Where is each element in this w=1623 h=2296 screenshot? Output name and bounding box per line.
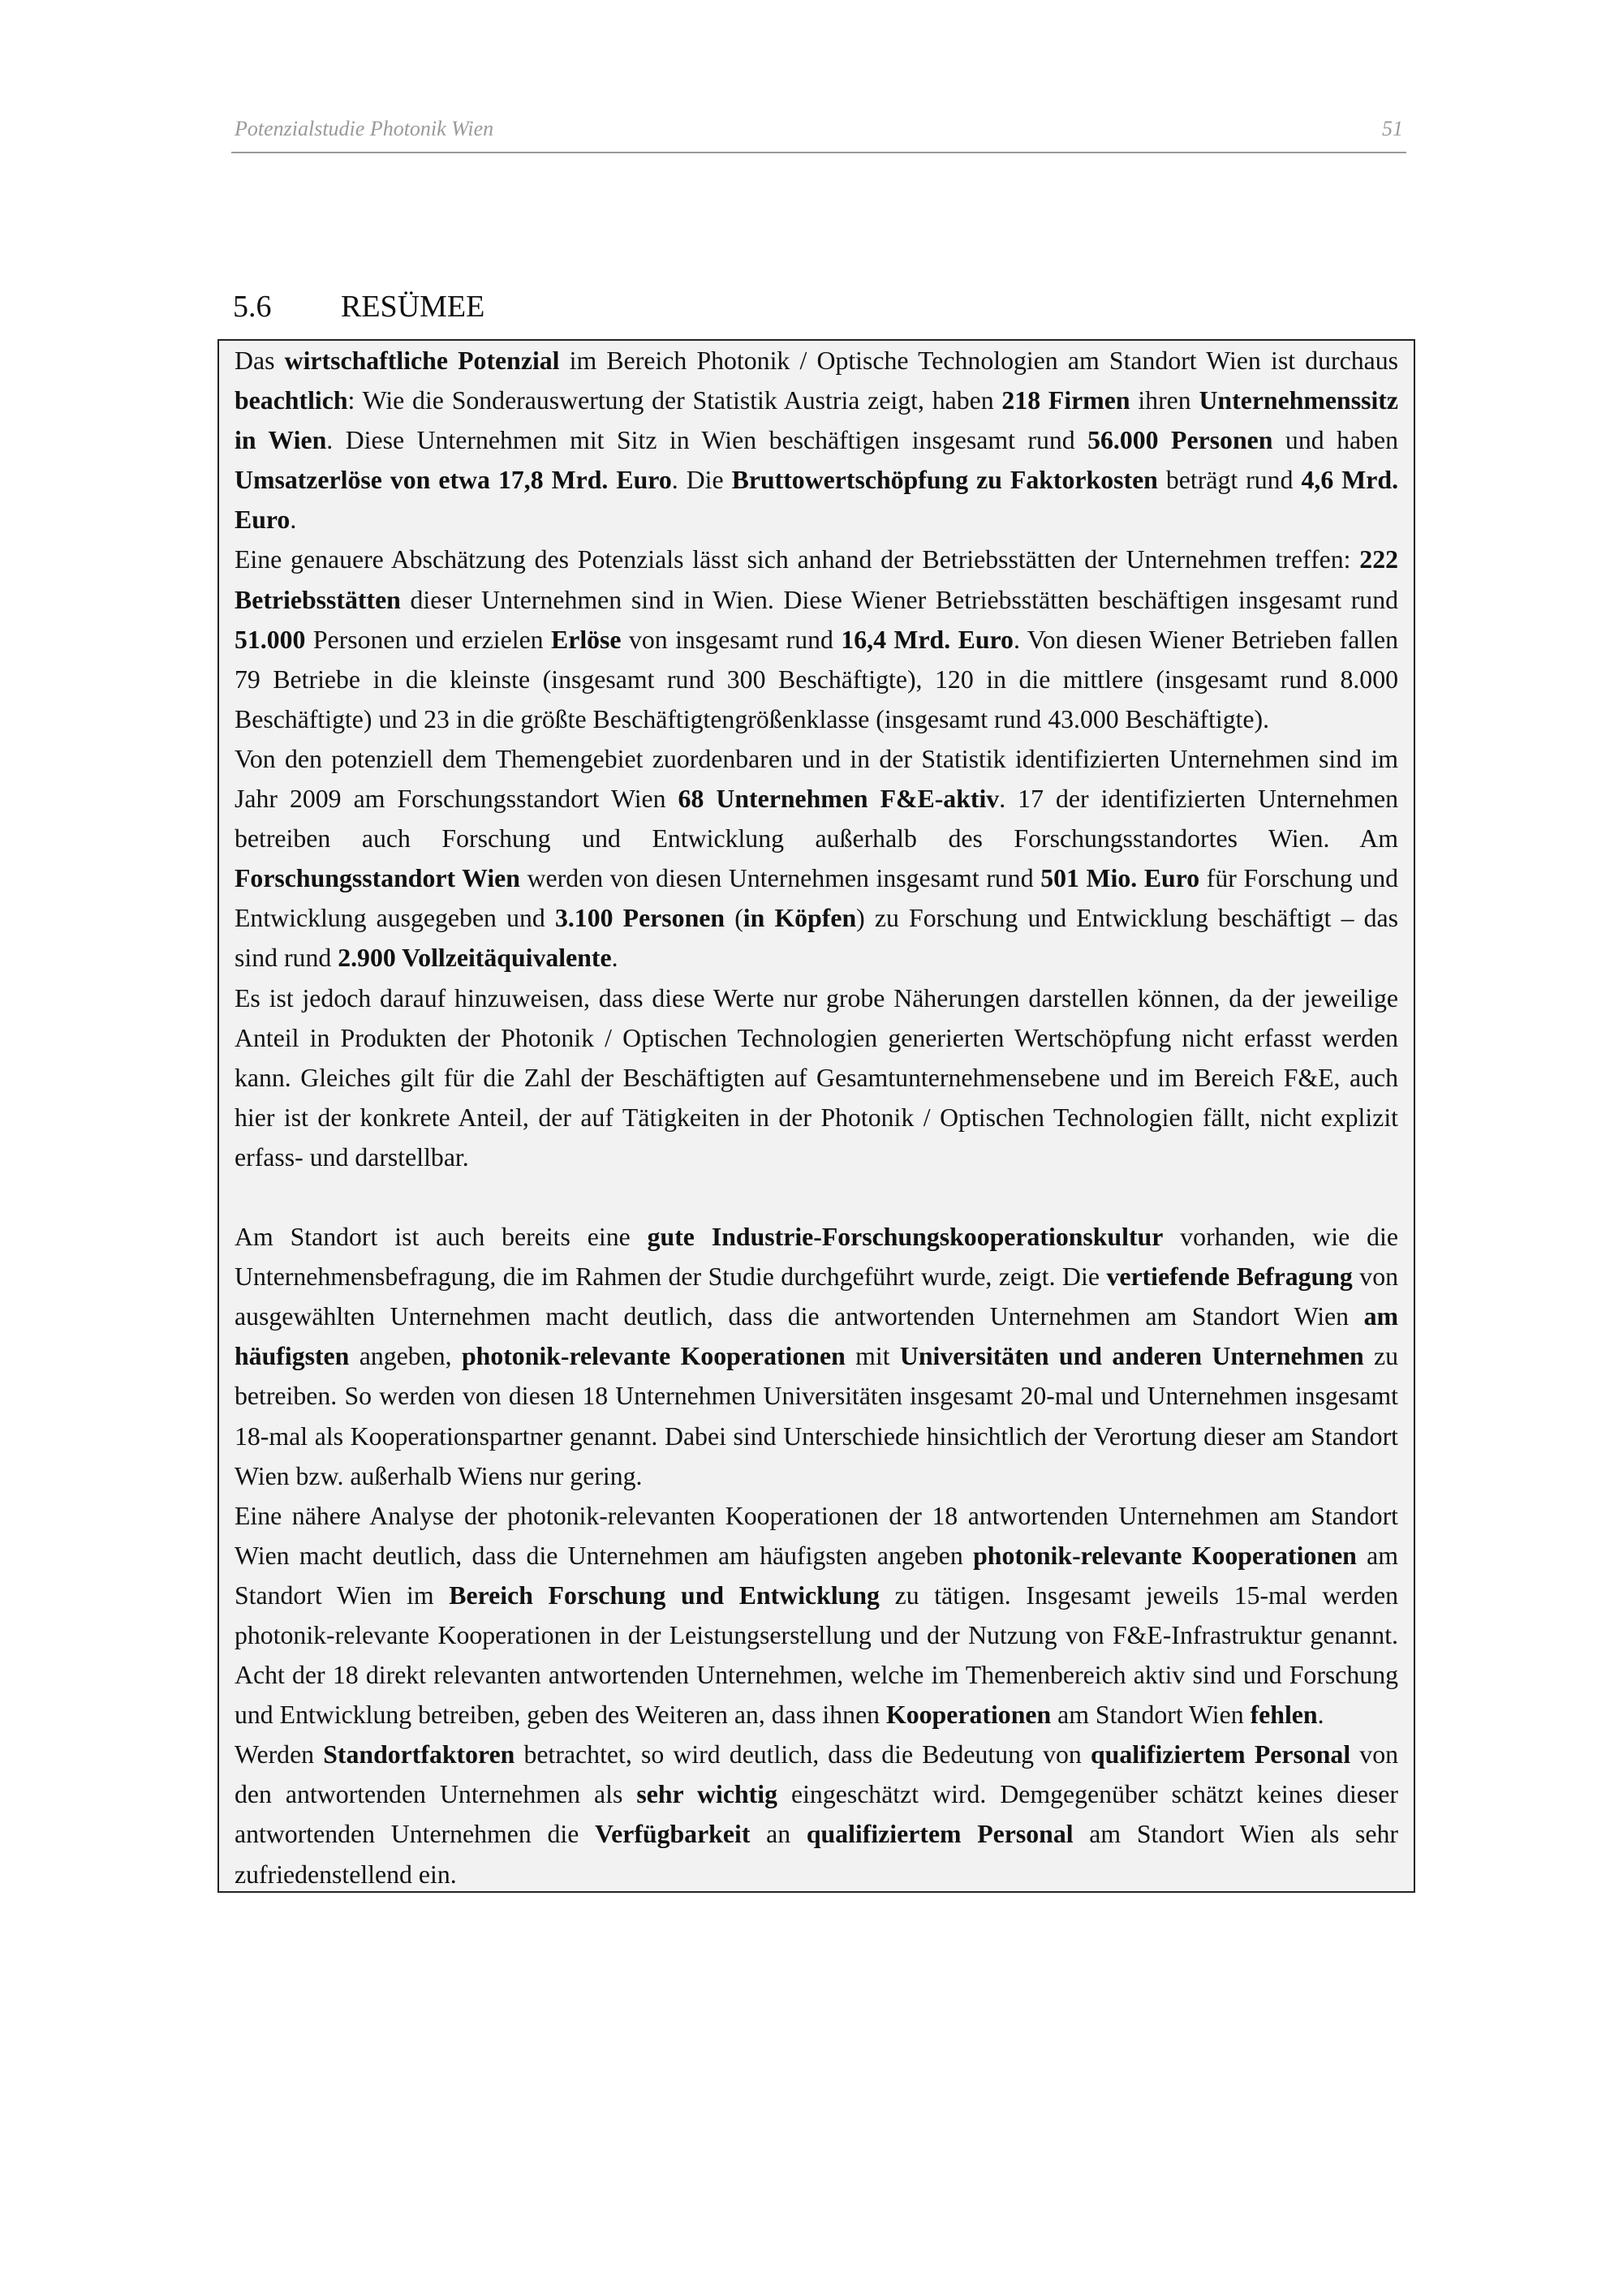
bold-text: sehr wichtig bbox=[636, 1780, 777, 1809]
text-run: angeben, bbox=[349, 1342, 462, 1371]
text-run: Das bbox=[235, 346, 285, 375]
summary-paragraph bbox=[235, 341, 1398, 540]
text-run: Personen und erzielen bbox=[305, 625, 551, 654]
text-run: . bbox=[611, 944, 618, 973]
text-run: zu betreiben. So werden von diesen 18 Unternehmen Universitäten insgesamt 20-mal und Unternehmen insgesamt 18-mal als Kooperationspartner genannt. Dabei sind Unterschiede hinsichtlich der Verortung dieser am Standort Wien bzw. außerhalb Wiens nur gering. bbox=[235, 1342, 1398, 1490]
bold-text: 222 Betriebsstätten bbox=[235, 545, 1398, 614]
bold-text: 501 Mio. Euro bbox=[1040, 864, 1200, 893]
text-run: betrachtet, so wird deutlich, dass die Bedeutung von bbox=[514, 1740, 1091, 1769]
bold-text: fehlen bbox=[1250, 1701, 1318, 1730]
bold-text: in Köpfen bbox=[743, 904, 857, 933]
summary-paragraph bbox=[235, 1735, 1398, 1894]
page-number: 51 bbox=[1382, 117, 1403, 140]
text-run: von den antwortenden Unternehmen als bbox=[235, 1740, 1398, 1809]
bold-text: Umsatzerlöse von etwa 17,8 Mrd. Euro bbox=[235, 466, 672, 495]
summary-paragraph bbox=[235, 739, 1398, 978]
text-run: beträgt rund bbox=[1157, 466, 1302, 495]
summary-paragraph bbox=[235, 540, 1398, 738]
bold-text: photonik-relevante Kooperationen bbox=[461, 1342, 846, 1371]
text-run: . Die bbox=[671, 466, 732, 495]
text-run: : Wie die Sonderauswertung der Statistik Austria zeigt, haben bbox=[347, 386, 1002, 415]
bold-text: 56.000 Personen bbox=[1087, 426, 1273, 455]
bold-text: wirtschaftliche Potenzial bbox=[284, 346, 560, 375]
block-spacer bbox=[235, 1177, 1398, 1217]
text-run: werden von diesen Unternehmen insgesamt rund bbox=[519, 864, 1041, 893]
bold-text: 16,4 Mrd. Euro bbox=[841, 625, 1014, 654]
summary-box bbox=[217, 339, 1415, 1893]
text-run: Eine genauere Abschätzung des Potenzials lässt sich anhand der Betriebsstätten der Unternehmen treffen: bbox=[235, 545, 1360, 574]
text-run: Eine nähere Analyse der photonik-relevanten Kooperationen der 18 antwortenden Unternehmen am Standort Wien macht deutlich, dass die Unternehmen am häufigsten angeben bbox=[235, 1501, 1398, 1570]
bold-text: Universitäten und anderen Unternehmen bbox=[899, 1342, 1364, 1371]
bold-text: Bereich Forschung und Entwicklung bbox=[449, 1580, 880, 1610]
bold-text: 51.000 bbox=[235, 625, 306, 654]
text-run: im Bereich Photonik / Optische Technologien am Standort Wien ist durchaus bbox=[559, 346, 1398, 375]
text-run: ihren bbox=[1130, 386, 1199, 415]
bold-text: beachtlich bbox=[235, 386, 348, 415]
bold-text: Kooperationen bbox=[886, 1701, 1052, 1730]
bold-text: 68 Unternehmen F&E-aktiv bbox=[678, 785, 1000, 814]
bold-text: gute Industrie-Forschungskooperationskultur bbox=[647, 1223, 1164, 1252]
bold-text: photonik-relevante Kooperationen bbox=[973, 1541, 1357, 1570]
text-run: am Standort Wien als sehr zufriedenstellend ein. bbox=[235, 1820, 1398, 1889]
text-run: Es ist jedoch darauf hinzuweisen, dass diese Werte nur grobe Näherungen darstellen können, da der jeweilige Anteil in Produkten der Photonik / Optischen Technologien generierten Wertschöpfung nicht erfasst werden kann. Gleiches gilt für die Zahl der Beschäftigten auf Gesamtunternehmensebene und im Bereich F&E, auch hier ist der konkrete Anteil, der auf Tätigkeiten in der Photonik / Optischen Technologien fällt, nicht explizit erfass- und darstellbar. bbox=[235, 983, 1398, 1172]
bold-text: Bruttowertschöpfung zu Faktorkosten bbox=[731, 466, 1158, 495]
section-title: RESÜMEE bbox=[341, 290, 485, 324]
bold-text: Erlöse bbox=[551, 625, 622, 654]
section-heading bbox=[233, 289, 484, 325]
text-run: vorhanden, wie die Unternehmensbefragung, die im Rahmen der Studie durchgeführt wurde, zeigt. Die bbox=[235, 1223, 1398, 1292]
summary-block-2 bbox=[235, 1217, 1398, 1894]
text-run: ( bbox=[725, 904, 743, 933]
summary-paragraph bbox=[235, 978, 1398, 1177]
summary-paragraph bbox=[235, 1217, 1398, 1496]
bold-text: qualifiziertem Personal bbox=[1090, 1740, 1351, 1769]
text-run: Von den potenziell dem Themengebiet zuordenbaren und in der Statistik identifizierten Unternehmen sind im Jahr 2009 am Forschungsstandort Wien bbox=[235, 744, 1398, 814]
bold-text: qualifiziertem Personal bbox=[806, 1820, 1074, 1849]
bold-text: Standortfaktoren bbox=[323, 1740, 515, 1769]
bold-text: vertiefende Befragung bbox=[1106, 1262, 1353, 1292]
bold-text: Verfügbarkeit bbox=[595, 1820, 751, 1849]
text-run: mit bbox=[845, 1342, 900, 1371]
text-run: und haben bbox=[1272, 426, 1399, 455]
bold-text: 4,6 Mrd. Euro bbox=[235, 466, 1399, 535]
text-run: für Forschung und Entwicklung ausgegeben und bbox=[235, 864, 1398, 933]
text-run: von ausgewählten Unternehmen macht deutlich, dass die antwortenden Unternehmen am Standort Wien bbox=[235, 1262, 1399, 1331]
text-run: . Diese Unternehmen mit Sitz in Wien beschäftigen insgesamt rund bbox=[326, 426, 1088, 455]
text-run: . bbox=[1317, 1701, 1324, 1730]
page-header bbox=[231, 114, 1406, 153]
bold-text: 218 Firmen bbox=[1001, 386, 1130, 415]
summary-paragraph bbox=[235, 1496, 1398, 1735]
bold-text: 3.100 Personen bbox=[554, 904, 725, 933]
text-run: ) zu Forschung und Entwicklung beschäftigt – das sind rund bbox=[235, 904, 1398, 973]
text-run: am Standort Wien im bbox=[235, 1541, 1399, 1610]
text-run: Werden bbox=[235, 1740, 324, 1769]
text-run: . bbox=[290, 505, 297, 535]
section-number: 5.6 bbox=[233, 290, 272, 324]
text-run: von insgesamt rund bbox=[621, 625, 842, 654]
text-run: Am Standort ist auch bereits eine bbox=[235, 1223, 648, 1252]
bold-text: am häufigsten bbox=[235, 1302, 1398, 1371]
text-run: dieser Unternehmen sind in Wien. Diese Wiener Betriebsstätten beschäftigen insgesamt rund bbox=[400, 585, 1398, 614]
text-run: am Standort Wien bbox=[1051, 1701, 1251, 1730]
text-run: . Von diesen Wiener Betrieben fallen 79 Betriebe in die kleinste (insgesamt rund 300 Beschäftigte), 120 in die mittlere (insgesamt rund 8.000 Beschäftigte) und 23 in die größte Beschäftigtengrößenklasse (insgesamt rund 43.000 Beschäftigte). bbox=[235, 625, 1398, 733]
text-run: . 17 der identifizierten Unternehmen betreiben auch Forschung und Entwicklung außerhalb des Forschungsstandortes Wien. Am bbox=[235, 785, 1398, 853]
running-title: Potenzialstudie Photonik Wien bbox=[235, 117, 494, 140]
text-run: eingeschätzt wird. Demgegenüber schätzt keines dieser antwortenden Unternehmen die bbox=[235, 1780, 1398, 1849]
bold-text: 2.900 Vollzeitäquivalente bbox=[338, 944, 612, 973]
bold-text: Forschungsstandort Wien bbox=[235, 864, 520, 893]
text-run: zu tätigen. Insgesamt jeweils 15-mal werden photonik-relevante Kooperationen in der Leistungserstellung und der Nutzung von F&E-Infrastruktur genannt. Acht der 18 direkt relevanten antwortenden Unternehmen, welche im Themenbereich aktiv sind und Forschung und Entwicklung betreiben, geben des Weiteren an, dass ihnen bbox=[235, 1580, 1398, 1730]
summary-block-1 bbox=[235, 341, 1398, 1177]
text-run: an bbox=[750, 1820, 807, 1849]
bold-text: Unternehmenssitz in Wien bbox=[235, 386, 1398, 455]
